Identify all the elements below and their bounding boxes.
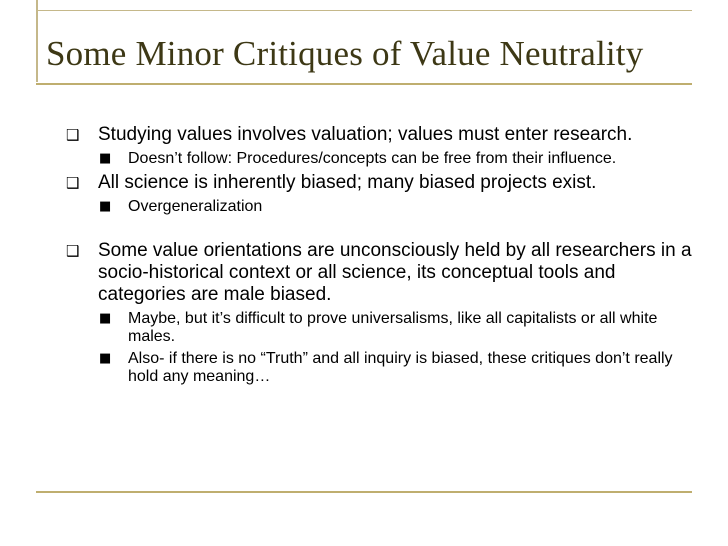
sub-bullet-item [66, 150, 696, 168]
hollow-square-bullet-icon: ❑ [66, 242, 80, 260]
sub-bullet-text: Overgeneralization [128, 198, 263, 215]
bullet-item [66, 172, 696, 194]
hollow-square-bullet-icon: ❑ [66, 174, 80, 192]
filled-square-bullet-icon: ■ [99, 351, 112, 366]
sub-bullet-item [66, 198, 696, 216]
sub-bullet-text: Maybe, but it’s difficult to prove universalisms, like all capitalists or all white males. [128, 310, 658, 345]
sub-bullet-text: Also- if there is no “Truth” and all inquiry is biased, these critiques don’t really hold any meaning… [128, 350, 673, 385]
decorative-vertical-rule [36, 0, 38, 82]
bottom-rule [36, 491, 692, 493]
sub-bullet-item [66, 310, 696, 346]
hollow-square-bullet-icon: ❑ [66, 126, 80, 144]
bullet-item [66, 240, 696, 306]
slide-title: Some Minor Critiques of Value Neutrality [46, 34, 644, 73]
bullet-text: Studying values involves valuation; values must enter research. [98, 124, 633, 145]
decorative-top-rule [36, 10, 692, 11]
title-underline-rule [36, 83, 692, 85]
filled-square-bullet-icon: ■ [99, 311, 112, 326]
bullet-text: Some value orientations are unconsciously held by all researchers in a socio-historical context or all science, its conceptual tools and categories are male biased. [98, 240, 692, 305]
bullet-text: All science is inherently biased; many biased projects exist. [98, 172, 597, 193]
filled-square-bullet-icon: ■ [99, 199, 112, 214]
slide-content [66, 124, 696, 390]
bullet-item [66, 124, 696, 146]
sub-bullet-text: Doesn’t follow: Procedures/concepts can be free from their influence. [128, 150, 617, 167]
sub-bullet-item [66, 350, 696, 386]
filled-square-bullet-icon: ■ [99, 151, 112, 166]
spacer [66, 220, 696, 240]
